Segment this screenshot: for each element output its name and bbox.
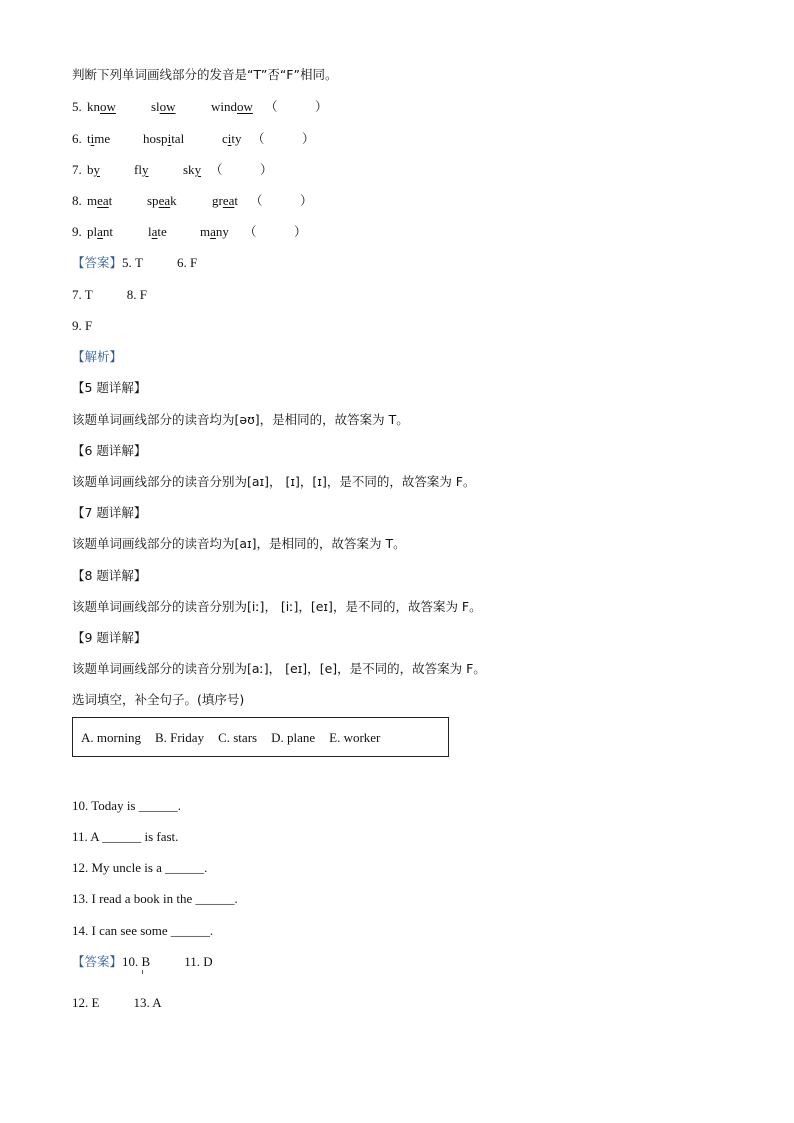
- section2-instruction: 选词填空，补全句子。(填序号): [72, 692, 245, 707]
- word: hospital: [143, 131, 185, 146]
- word: time: [87, 131, 111, 146]
- question-number: 5.: [72, 99, 82, 114]
- detail-text-6: 该题单词画线部分的读音分别为[aɪ]， [ɪ]，[ɪ]，是不同的，故答案为 F。: [72, 474, 476, 489]
- detail-tag-8: 【8 题详解】: [72, 568, 147, 583]
- answer-item: 8. F: [126, 287, 147, 302]
- word: fly: [134, 162, 149, 177]
- detail-tag-9: 【9 题详解】: [72, 630, 147, 645]
- answer-item: 13. A: [133, 995, 162, 1010]
- answer-blank: （ ）: [250, 193, 313, 208]
- detail-text-5: 该题单词画线部分的读音均为[əʊ]，是相同的，故答案为 T。: [72, 412, 409, 427]
- answer-item: 11. D: [184, 954, 213, 969]
- answer-item: 6. F: [176, 255, 198, 270]
- question-number: 6.: [72, 131, 82, 146]
- answers-row-3: [72, 317, 92, 335]
- word: late: [148, 224, 167, 239]
- question-number: 9.: [72, 224, 82, 239]
- option-b: B. Friday: [154, 730, 205, 745]
- detail-tag-6: 【6 题详解】: [72, 443, 147, 458]
- question-12: 12. My uncle is a ______.: [72, 860, 208, 875]
- word: great: [212, 193, 239, 208]
- stray-mark: [142, 970, 143, 974]
- question-6: [72, 130, 315, 148]
- option-e: E. worker: [329, 730, 381, 745]
- answer-blank: （ ）: [210, 162, 273, 177]
- option-a: A. morning: [81, 730, 141, 745]
- word: meat: [87, 193, 113, 208]
- question-5: [72, 98, 328, 116]
- question-11: 11. A ______ is fast.: [72, 829, 179, 844]
- answers-row-1: [72, 254, 197, 272]
- question-13: 13. I read a book in the ______.: [72, 891, 238, 906]
- answer-blank: （ ）: [244, 224, 307, 239]
- word: speak: [147, 193, 177, 208]
- answer-blank: （ ）: [252, 131, 315, 146]
- word-bank-box: [72, 717, 449, 757]
- answer-item: 5. T: [122, 255, 143, 270]
- detail-text-9: 该题单词画线部分的读音分别为[aː]， [eɪ]，[e]，是不同的，故答案为 F。: [72, 661, 486, 676]
- word: know: [87, 99, 116, 114]
- question-number: 8.: [72, 193, 82, 208]
- section2-answers-row-1: [72, 953, 213, 971]
- question-7: [72, 161, 273, 179]
- option-d: D. plane: [271, 730, 316, 745]
- detail-tag-7: 【7 题详解】: [72, 505, 147, 520]
- answer-tag: 【答案】: [72, 255, 123, 270]
- detail-text-7: 该题单词画线部分的读音均为[aɪ]，是相同的，故答案为 T。: [72, 536, 406, 551]
- answer-item: 10. B: [122, 954, 151, 969]
- answers-row-2: [72, 286, 147, 304]
- question-10: 10. Today is ______.: [72, 798, 181, 813]
- section2-answers-row-2: [72, 994, 162, 1012]
- answer-item: 7. T: [72, 287, 93, 302]
- answer-item: 9. F: [72, 318, 93, 333]
- detail-text-8: 该题单词画线部分的读音分别为[iː]， [iː]，[eɪ]，是不同的，故答案为 F。: [72, 599, 482, 614]
- section1-instruction: 判断下列单词画线部分的发音是“T”否“F”相同。: [72, 67, 338, 82]
- word: window: [211, 99, 253, 114]
- answer-tag: 【答案】: [72, 954, 123, 969]
- question-number: 7.: [72, 162, 82, 177]
- answer-item: 12. E: [72, 995, 100, 1010]
- question-8: [72, 192, 313, 210]
- answer-blank: （ ）: [265, 99, 328, 114]
- option-c: C. stars: [218, 730, 258, 745]
- question-9: [72, 223, 307, 241]
- word: city: [222, 131, 242, 146]
- detail-tag-5: 【5 题详解】: [72, 380, 147, 395]
- word: many: [200, 224, 229, 239]
- word: plant: [87, 224, 114, 239]
- question-14: 14. I can see some ______.: [72, 923, 214, 938]
- word: slow: [151, 99, 176, 114]
- word-bank-options: [81, 729, 394, 747]
- word: sky: [183, 162, 202, 177]
- word: by: [87, 162, 100, 177]
- analysis-tag: 【解析】: [72, 349, 123, 364]
